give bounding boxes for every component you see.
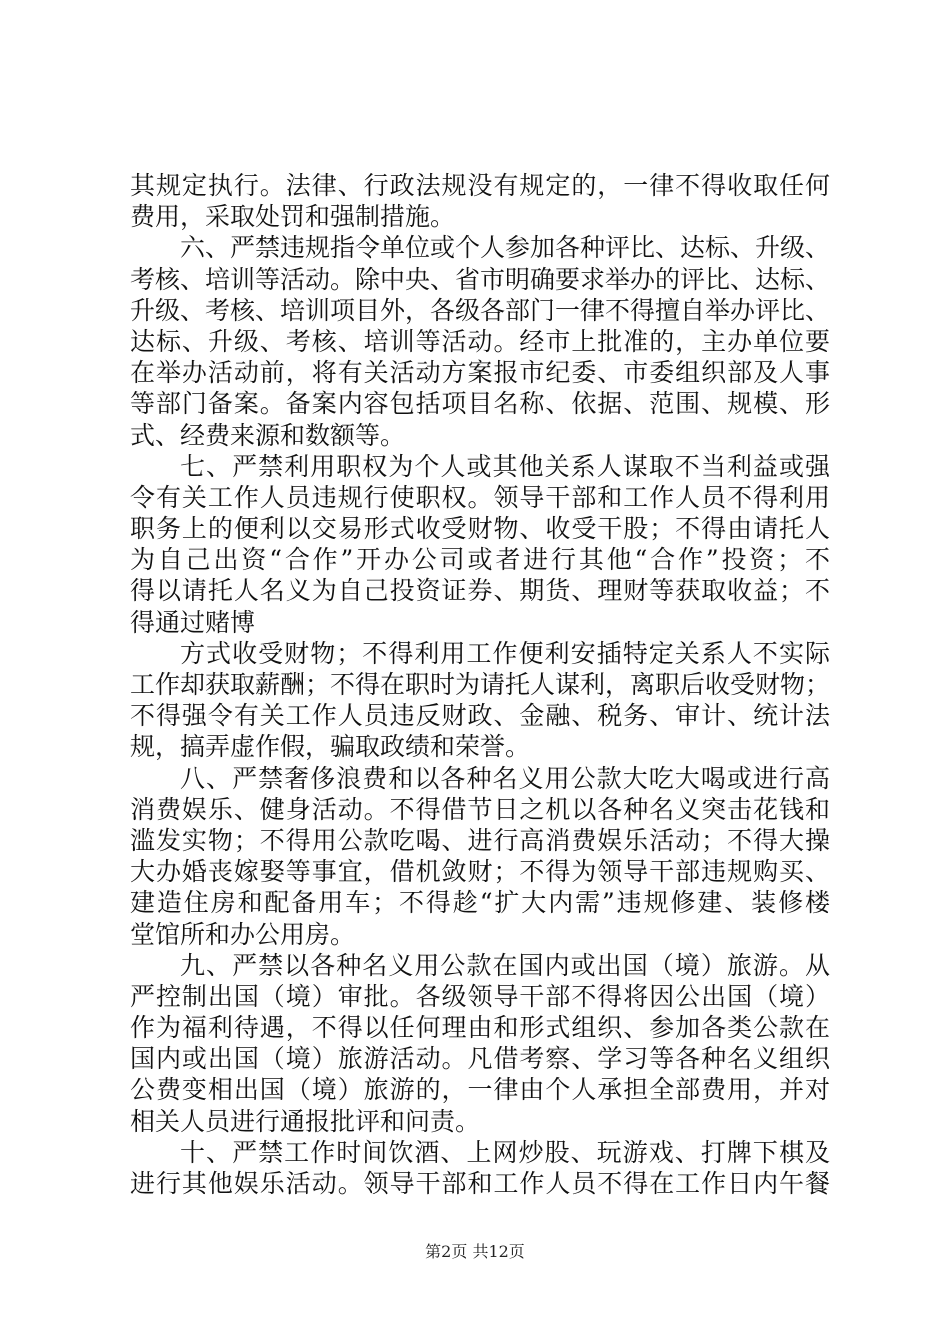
paragraph-six-first-line: 六、严禁违规指令单位或个人参加各种评比、达标、升级、 [180, 233, 831, 263]
text-line: 作为福利待遇，不得以任何理由和形式组织、参加各类公款在 [130, 1013, 830, 1043]
text-line: 规，搞弄虚作假，骗取政绩和荣誉。 [130, 732, 531, 762]
paragraph-seven-continued-first-line: 方式收受财物；不得利用工作便利安插特定关系人不实际 [180, 638, 830, 668]
text-line: 在举办活动前，将有关活动方案报市纪委、市委组织部及人事 [130, 358, 830, 388]
paragraph-seven-first-line: 七、严禁利用职权为个人或其他关系人谋取不当利益或强 [180, 451, 830, 481]
text-line: 公费变相出国（境）旅游的，一律由个人承担全部费用，并对 [130, 1075, 830, 1105]
text-line: 国内或出国（境）旅游活动。凡借考察、学习等各种名义组织 [130, 1044, 830, 1074]
text-line: 不得强令有关工作人员违反财政、金融、税务、审计、统计法 [130, 701, 830, 731]
text-line: 严控制出国（境）审批。各级领导干部不得将因公出国（境） [130, 981, 830, 1011]
text-line: 工作却获取薪酬；不得在职时为请托人谋利，离职后收受财物； [130, 670, 831, 699]
text-line: 滥发实物；不得用公款吃喝、进行高消费娱乐活动；不得大操 [130, 825, 830, 855]
page-number-footer: 第2页 共12页 [425, 1242, 525, 1261]
text-line: 职务上的便利以交易形式收受财物、收受干股；不得由请托人 [130, 514, 830, 544]
text-line: 其规定执行。法律、行政法规没有规定的，一律不得收取任何 [130, 171, 830, 200]
text-line: 达标、升级、考核、培训等活动。经市上批准的，主办单位要 [130, 326, 830, 356]
text-line: 式、经费来源和数额等。 [130, 420, 406, 450]
text-line: 建造住房和配备用车；不得趁“扩大内需”违规修建、装修楼 [130, 888, 830, 918]
text-line: 为自己出资“合作”开办公司或者进行其他“合作”投资；不 [130, 545, 830, 575]
paragraph-ten-first-line: 十、严禁工作时间饮酒、上网炒股、玩游戏、打牌下棋及 [180, 1137, 830, 1167]
text-line: 升级、考核、培训项目外，各级各部门一律不得擅自举办评比、 [130, 295, 831, 325]
text-line: 大办婚丧嫁娶等事宜，借机敛财；不得为领导干部违规购买、 [130, 857, 830, 887]
text-line: 消费娱乐、健身活动。不得借节日之机以各种名义突击花钱和 [130, 794, 830, 824]
text-line: 得通过赌博 [130, 607, 256, 637]
text-line: 进行其他娱乐活动。领导干部和工作人员不得在工作日内午餐 [130, 1169, 830, 1198]
text-line: 等部门备案。备案内容包括项目名称、依据、范围、规模、形 [130, 389, 830, 419]
paragraph-eight-first-line: 八、严禁奢侈浪费和以各种名义用公款大吃大喝或进行高 [180, 763, 830, 793]
document-body [130, 170, 830, 1199]
text-line: 相关人员进行通报批评和问责。 [130, 1106, 481, 1136]
text-line: 费用，采取处罚和强制措施。 [130, 202, 456, 232]
text-line: 考核、培训等活动。除中央、省市明确要求举办的评比、达标、 [130, 264, 831, 294]
text-line: 堂馆所和办公用房。 [130, 919, 356, 949]
text-line: 令有关工作人员违规行使职权。领导干部和工作人员不得利用 [130, 482, 830, 512]
paragraph-nine-first-line: 九、严禁以各种名义用公款在国内或出国（境）旅游。从 [180, 950, 830, 980]
text-line: 得以请托人名义为自己投资证券、期货、理财等获取收益；不 [130, 576, 830, 606]
